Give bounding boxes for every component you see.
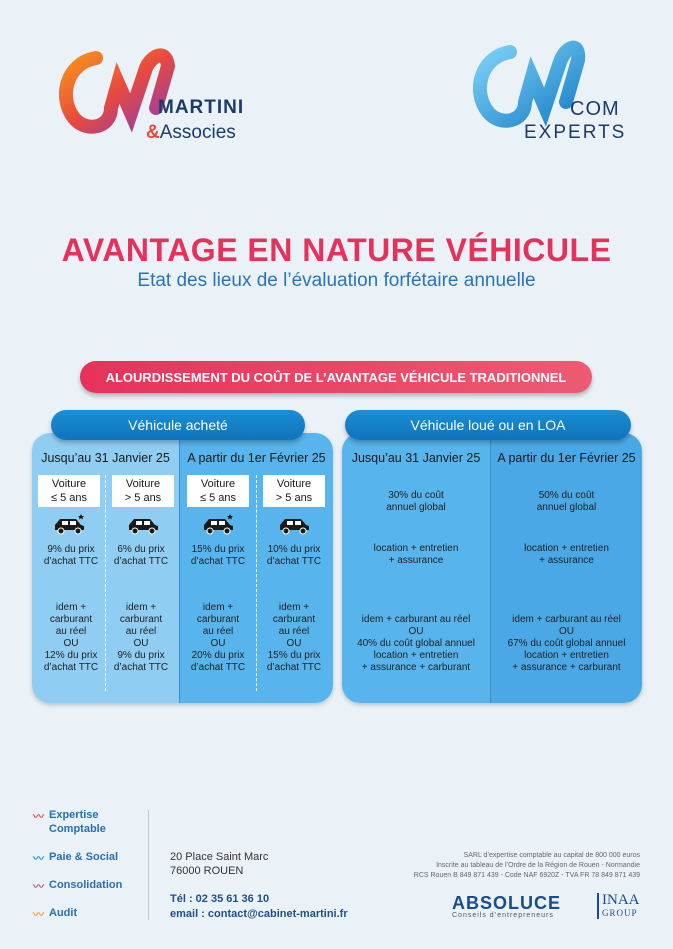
alt-cell: idem + carburant au réel OU 40% du coût global annuel location + entretien + assurance + carburant [357, 614, 475, 673]
email-link[interactable]: email : contact@cabinet-martini.fr [170, 908, 348, 920]
wave-icon: 〰 [33, 909, 44, 921]
leased-col-after [490, 433, 642, 703]
service-label: Audit [49, 907, 78, 919]
phone: Tél : 02 35 61 36 10 [170, 893, 270, 905]
rate-line: d’achat TTC [43, 556, 99, 567]
column-title: Jusqu’au 31 Janvier 25 [41, 451, 170, 465]
inaa-logo [597, 893, 642, 919]
leased-vehicle-header: Véhicule loué ou en LOA [345, 410, 631, 440]
included-cell: location + entretien + assurance [524, 543, 609, 566]
car-icon [276, 513, 312, 537]
absoluce-tagline: Conseils d’entrepreneurs [452, 912, 554, 919]
alt-cell: idem + carburant au réel OU 9% du prix d’achat TTC [113, 602, 169, 673]
inaa-group-text: GROUP [602, 908, 638, 918]
address-line: 76000 ROUEN [170, 865, 244, 877]
absoluce-logo: ABSOLUCE [452, 893, 562, 913]
rate-line: 9% du prix [47, 544, 95, 555]
new-car-icon [51, 513, 87, 537]
age-box-line2: ≤ 5 ans [50, 492, 87, 504]
service-label: Paie & Social [49, 851, 119, 863]
age-box [187, 475, 249, 507]
bought-col-before [32, 433, 179, 703]
car-icon [125, 513, 161, 537]
rate-cell [108, 544, 174, 568]
alt-cell: idem + carburant au réel OU 20% du prix d’achat TTC [190, 602, 246, 673]
rate-line: d’achat TTC [190, 556, 246, 567]
section-banner: ALOURDISSEMENT DU COÛT DE L’AVANTAGE VÉHICULE TRADITIONNEL [80, 361, 592, 393]
bought-col-after [179, 433, 333, 703]
new-car-icon [200, 513, 236, 537]
bought-vehicle-header: Véhicule acheté [51, 410, 305, 440]
bought-vehicle-panel [32, 433, 333, 703]
age-box-line1: Voiture [276, 478, 312, 490]
rate-line: 6% du prix [117, 544, 165, 555]
leased-vehicle-panel [342, 433, 642, 703]
logo-com-text: COM [570, 98, 620, 120]
rate-line: d’achat TTC [266, 556, 322, 567]
age-box-line1: Voiture [200, 478, 236, 490]
service-label: Comptable [49, 823, 106, 835]
age-box-line2: > 5 ans [124, 492, 162, 504]
included-cell: location + entretien + assurance [373, 543, 459, 566]
address-line: 20 Place Saint Marc [170, 851, 269, 863]
rate-cell: 50% du coût annuel global [536, 490, 597, 513]
age-box [112, 475, 174, 507]
inaa-text: INAA [602, 892, 640, 908]
page-subtitle: Etat des lieux de l’évaluation forfétaire annuelle [137, 270, 536, 291]
column-divider [256, 475, 257, 691]
alt-cell: idem + carburant au réel OU 15% du prix d’achat TTC [266, 602, 322, 673]
alt-cell: idem + carburant au réel OU 12% du prix d’achat TTC [43, 602, 99, 673]
leased-col-before [342, 433, 490, 703]
service-paie [33, 850, 118, 866]
legal-line: SARL d’expertise comptable au capital de 800 000 euros [463, 852, 640, 859]
service-label: Expertise [49, 809, 99, 821]
rate-cell [261, 544, 327, 568]
age-box-line1: Voiture [125, 478, 161, 490]
legal-line: RCS Rouen B 849 871 439 - Code NAF 6920Z - TVA FR 78 849 871 439 [413, 872, 640, 879]
column-title: A partir du 1er Février 25 [187, 451, 326, 465]
logo-ampersand: & [146, 122, 160, 143]
wave-icon: 〰 [33, 881, 44, 893]
wave-icon: 〰 [33, 853, 44, 865]
rate-cell [185, 544, 251, 568]
footer-divider [148, 810, 149, 920]
column-title: Jusqu’au 31 Janvier 25 [351, 451, 481, 465]
service-label: Consolidation [49, 879, 123, 891]
column-title: A partir du 1er Février 25 [497, 451, 636, 465]
age-box-line1: Voiture [51, 478, 87, 490]
wave-icon: 〰 [33, 811, 44, 823]
rate-cell: 30% du coût annuel global [386, 490, 446, 513]
rate-line: 10% du prix [267, 544, 321, 555]
logo-experts-text: EXPERTS [524, 122, 627, 143]
page-title: AVANTAGE EN NATURE VÉHICULE [61, 232, 612, 268]
logo-martini-text: MARTINI [158, 97, 245, 118]
alt-cell: idem + carburant au réel OU 67% du coût global annuel location + entretien + assurance + carburant [507, 614, 626, 673]
service-audit [33, 906, 77, 922]
rate-cell [38, 544, 104, 568]
logo-associes-text [146, 122, 236, 144]
column-divider [105, 475, 106, 691]
rate-line: d’achat TTC [113, 556, 169, 567]
age-box [38, 475, 100, 507]
age-box-line2: > 5 ans [275, 492, 313, 504]
legal-line: Inscrite au tableau de l’Ordre de la Région de Rouen - Normandie [436, 862, 640, 869]
age-box [263, 475, 325, 507]
service-consolidation [33, 878, 122, 894]
age-box-line2: ≤ 5 ans [199, 492, 236, 504]
service-expertise [33, 808, 106, 836]
logo-associes-word: Associes [159, 122, 236, 143]
rate-line: 15% du prix [191, 544, 245, 555]
